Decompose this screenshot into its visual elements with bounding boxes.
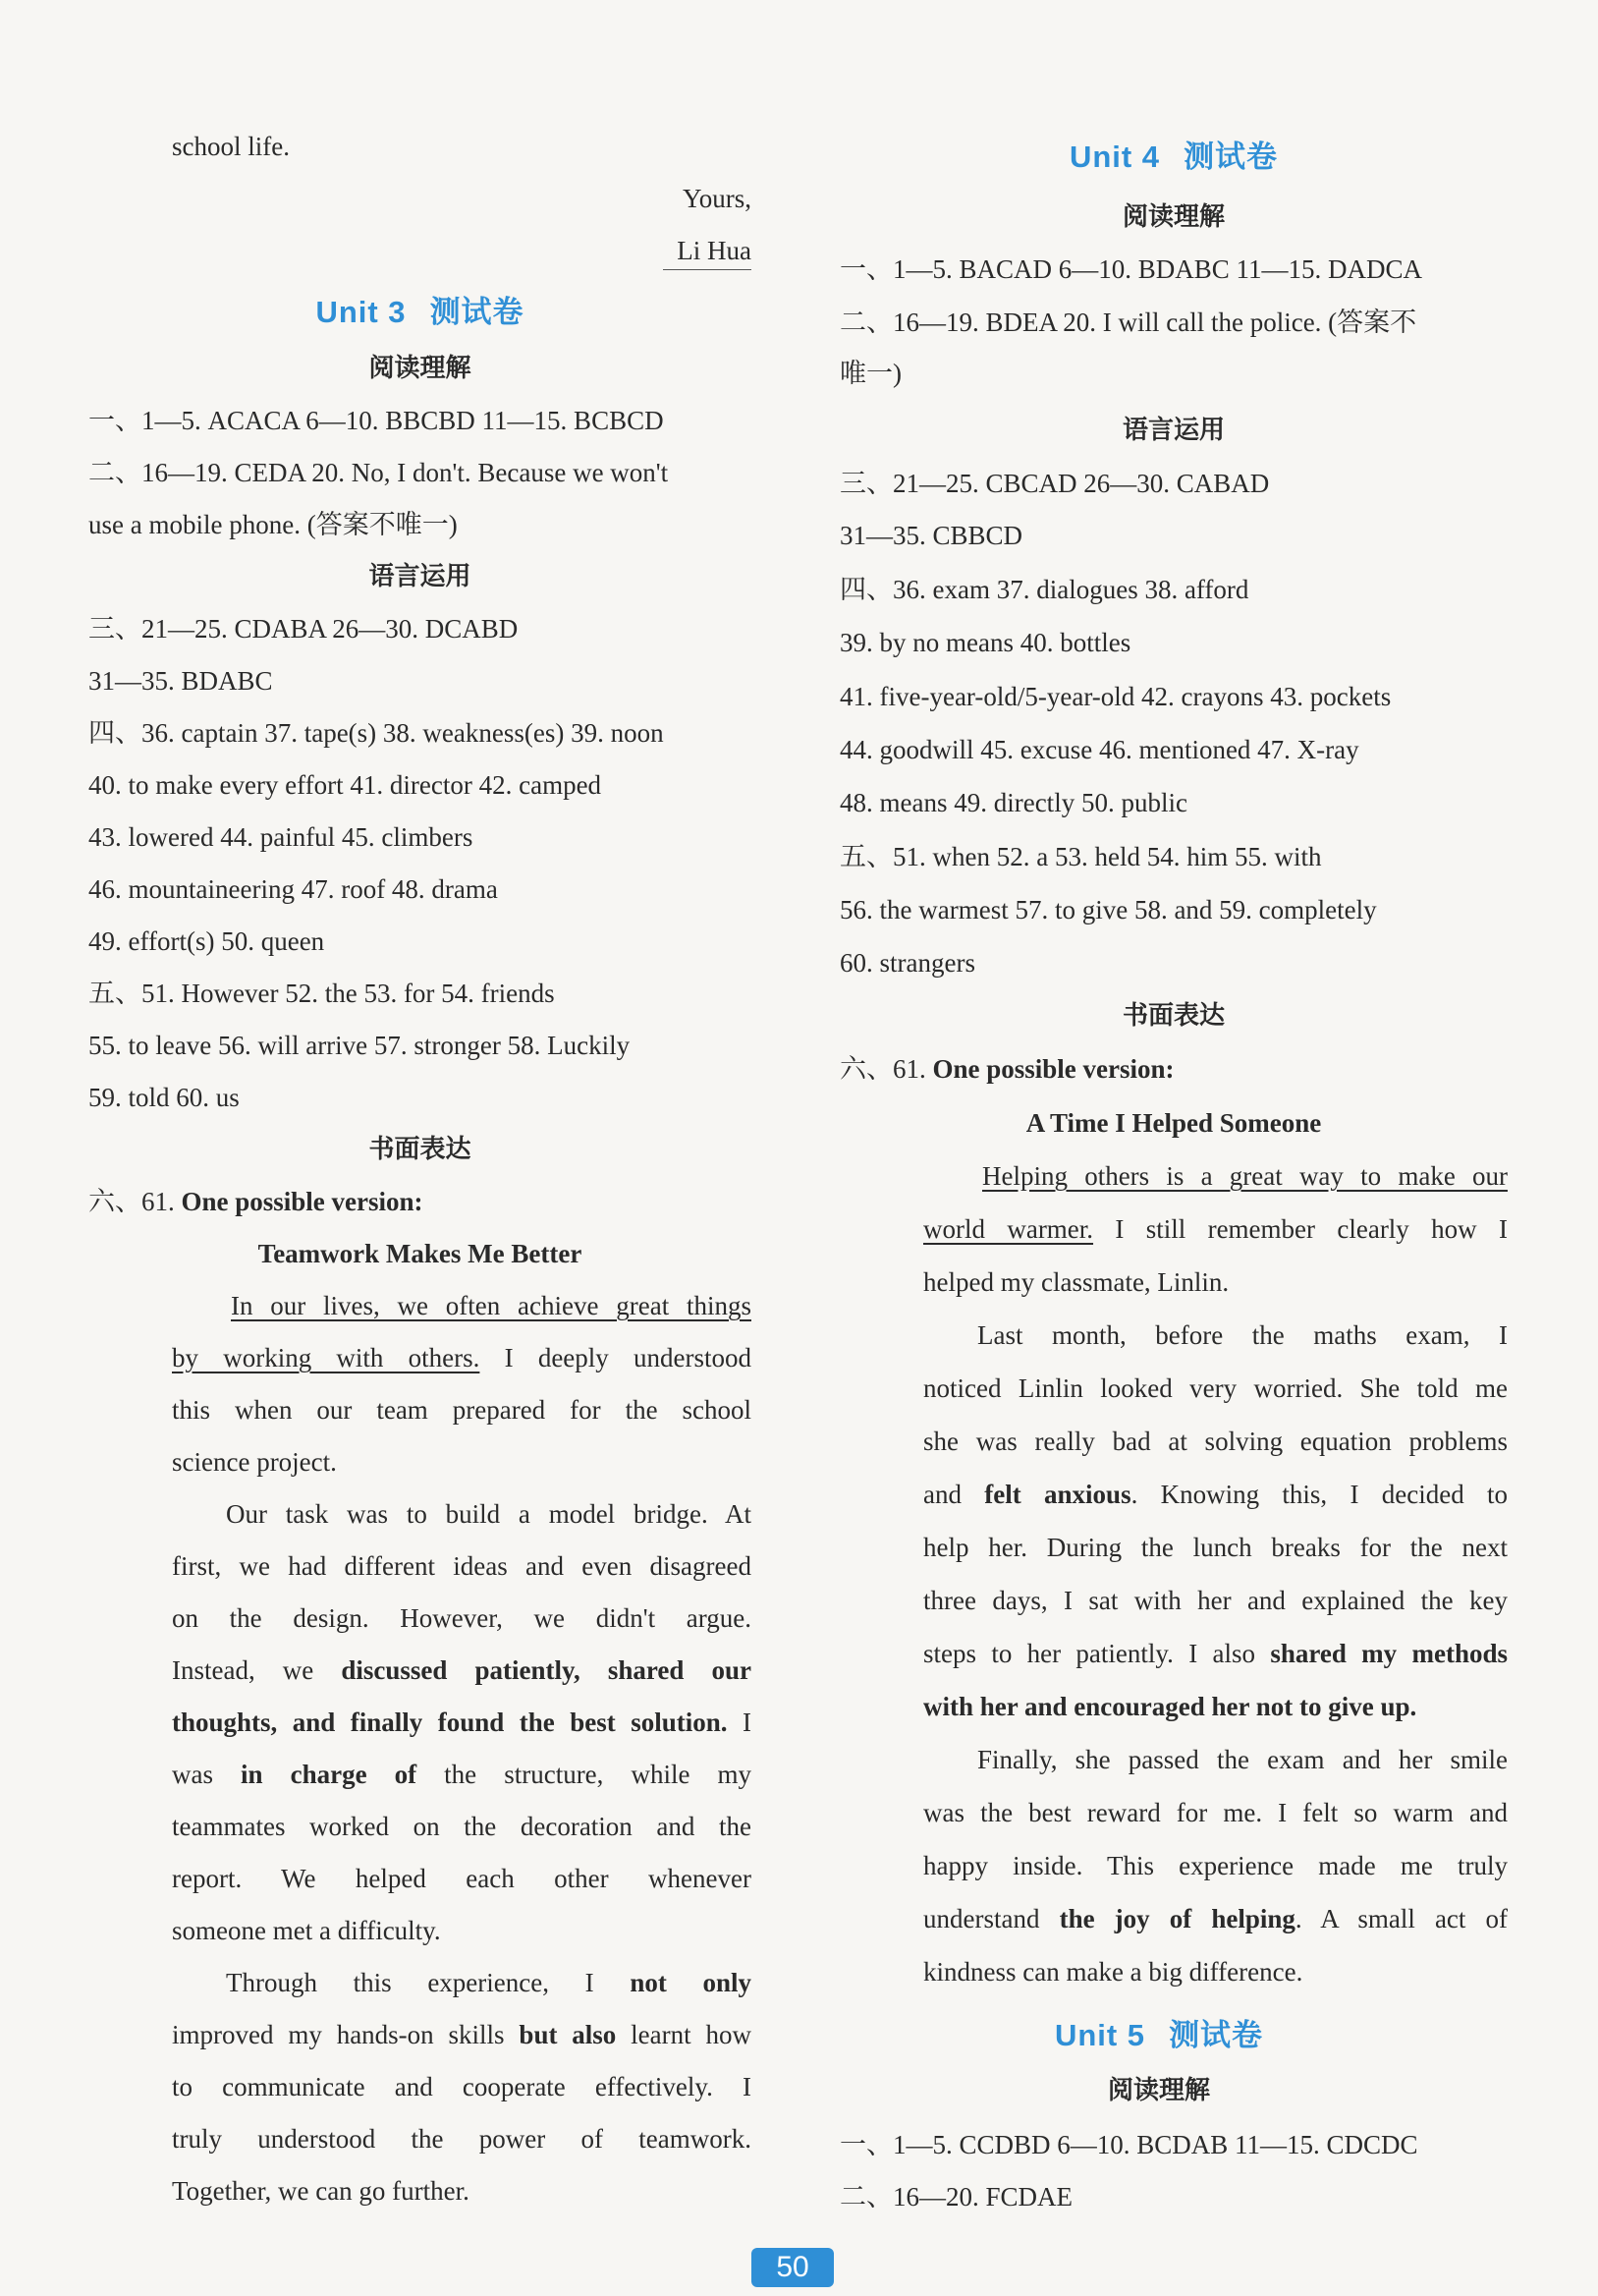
essay-line: Helping others is a great way to make our	[982, 1161, 1508, 1191]
answer-line: 55. to leave 56. will arrive 57. stronger 58. Luckily	[88, 1031, 631, 1060]
essay-line	[88, 1340, 751, 1375]
essay-text: . Knowing this, I decided to	[1130, 1480, 1508, 1509]
essay-line: science project.	[172, 1447, 337, 1477]
essay-line: with her and encouraged her not to give up.	[923, 1692, 1417, 1721]
answer-line: 59. told 60. us	[88, 1083, 240, 1112]
essay-bold: not only	[630, 1968, 751, 1997]
answer-line: 31—35. BDABC	[88, 666, 273, 696]
version-label: One possible version:	[181, 1187, 423, 1216]
answer-line: 二、16—20. FCDAE	[840, 2182, 1074, 2212]
language-heading: 语言运用	[368, 562, 471, 591]
essay-text: Through this experience, I	[226, 1968, 631, 1997]
reading-heading: 阅读理解	[368, 354, 471, 383]
essay-text: I still remember clearly how I	[1093, 1214, 1508, 1244]
essay-text: I deeply understood	[479, 1343, 751, 1372]
unit3-zh: 测试卷	[429, 295, 524, 329]
essay-text: I	[727, 1708, 751, 1737]
unit3-title	[88, 293, 751, 332]
essay-line: truly understood the power of teamwork.	[172, 2124, 751, 2154]
essay-line: Our task was to build a model bridge. At	[226, 1499, 751, 1529]
essay-line: to communicate and cooperate effectively. I	[172, 2072, 751, 2101]
essay-line: Last month, before the maths exam, I	[977, 1320, 1508, 1350]
essay-line	[88, 1705, 751, 1740]
essay-line: noticed Linlin looked very worried. She told me	[923, 1373, 1508, 1403]
essay-bold: the joy of helping	[1059, 1904, 1295, 1933]
answer-line: 二、16—19. CEDA 20. No, I don't. Because we won't	[88, 458, 669, 487]
essay-line: Together, we can go further.	[172, 2176, 469, 2206]
essay-text: learnt how	[616, 2020, 751, 2049]
unit5-zh: 测试卷	[1169, 2018, 1264, 2052]
essay-line: In our lives, we often achieve great things	[231, 1291, 751, 1320]
essay-line: was the best reward for me. I felt so warm and	[923, 1798, 1508, 1827]
essay-text: understand	[923, 1904, 1060, 1933]
writing-number: 六、61.	[840, 1054, 933, 1084]
essay-bold: discussed patiently, shared our	[341, 1655, 751, 1685]
essay-bold: in charge of	[241, 1760, 417, 1789]
essay-line: first, we had different ideas and even disagreed	[172, 1551, 751, 1581]
essay-line: three days, I sat with her and explained the key	[923, 1586, 1508, 1615]
answer-line: 49. effort(s) 50. queen	[88, 926, 325, 956]
essay-line: Finally, she passed the exam and her smile	[977, 1745, 1508, 1774]
answer-line: use a mobile phone. (答案不唯一)	[88, 510, 458, 539]
reading-heading: 阅读理解	[1107, 2076, 1210, 2105]
unit3-label: Unit 3	[315, 295, 407, 329]
essay-bold: felt anxious	[984, 1480, 1131, 1509]
essay-bold: but also	[519, 2020, 617, 2049]
answer-line: 二、16—19. BDEA 20. I will call the police. (答案不	[840, 308, 1417, 337]
essay-line: on the design. However, we didn't argue.	[172, 1603, 751, 1633]
essay-line: someone met a difficulty.	[172, 1916, 441, 1945]
essay-text: was	[172, 1760, 242, 1789]
answer-line: 41. five-year-old/5-year-old 42. crayons 43. pockets	[840, 682, 1392, 711]
essay-line	[88, 2017, 751, 2052]
answer-line: 一、1—5. ACACA 6—10. BBCBD 11—15. BCBCD	[88, 406, 664, 435]
language-heading: 语言运用	[1122, 416, 1225, 445]
answer-line: 四、36. captain 37. tape(s) 38. weakness(es) 39. noon	[88, 718, 664, 748]
essay-underline: by working with others.	[172, 1343, 480, 1372]
answer-line: 三、21—25. CDABA 26—30. DCABD	[88, 614, 519, 644]
letter-signature: Li Hua	[677, 236, 751, 265]
signature-rule	[663, 269, 751, 270]
answer-line: 60. strangers	[840, 948, 975, 978]
unit5-label: Unit 5	[1054, 2018, 1146, 2052]
letter-closing: Yours,	[682, 184, 751, 213]
writing-heading: 书面表达	[1122, 1001, 1225, 1031]
essay-line	[840, 1477, 1508, 1512]
writing-label	[88, 1184, 751, 1219]
answer-line: 一、1—5. BACAD 6—10. BDABC 11—15. DADCA	[840, 254, 1423, 284]
writing-number: 六、61.	[88, 1187, 182, 1216]
reading-heading: 阅读理解	[1122, 202, 1225, 232]
essay-line	[840, 1211, 1508, 1247]
answer-line: 一、1—5. CCDBD 6—10. BCDAB 11—15. CDCDC	[840, 2130, 1418, 2159]
essay-title: A Time I Helped Someone	[1025, 1108, 1322, 1138]
essay-line: kindness can make a big difference.	[923, 1957, 1303, 1987]
essay-text: steps to her patiently. I also	[923, 1639, 1271, 1668]
answer-line: 唯一)	[840, 359, 902, 388]
essay-line	[88, 1965, 751, 2000]
answer-line: 三、21—25. CBCAD 26—30. CABAD	[840, 469, 1270, 498]
essay-underline: world warmer.	[923, 1214, 1094, 1244]
essay-line: help her. During the lunch breaks for the next	[923, 1533, 1508, 1562]
unit4-label: Unit 4	[1069, 140, 1161, 174]
answer-line: 四、36. exam 37. dialogues 38. afford	[840, 575, 1249, 604]
essay-bold: shared my methods	[1270, 1639, 1508, 1668]
version-label: One possible version:	[932, 1054, 1175, 1084]
essay-line: she was really bad at solving equation problems	[923, 1427, 1508, 1456]
essay-line	[88, 1652, 751, 1688]
essay-text: and	[923, 1480, 985, 1509]
answer-line: 39. by no means 40. bottles	[840, 628, 1131, 657]
writing-heading: 书面表达	[368, 1135, 471, 1164]
answer-line: 46. mountaineering 47. roof 48. drama	[88, 874, 498, 904]
essay-line: report. We helped each other whenever	[172, 1864, 751, 1893]
essay-text: Instead, we	[172, 1655, 342, 1685]
unit4-zh: 测试卷	[1184, 140, 1279, 174]
unit4-title	[840, 138, 1508, 177]
essay-text: . A small act of	[1295, 1904, 1509, 1933]
essay-line: teammates worked on the decoration and the	[172, 1812, 751, 1841]
answer-line: 五、51. However 52. the 53. for 54. friends	[88, 979, 555, 1008]
answer-line: 56. the warmest 57. to give 58. and 59. completely	[840, 895, 1377, 924]
essay-line: happy inside. This experience made me truly	[923, 1851, 1508, 1880]
answer-line: 五、51. when 52. a 53. held 54. him 55. with	[840, 842, 1322, 871]
essay-text: the structure, while my	[416, 1760, 751, 1789]
answer-line: 44. goodwill 45. excuse 46. mentioned 47. X-ray	[840, 735, 1359, 764]
writing-label	[840, 1051, 1508, 1087]
answer-line: 40. to make every effort 41. director 42. camped	[88, 770, 602, 800]
essay-text: improved my hands-on skills	[172, 2020, 520, 2049]
essay-line	[840, 1636, 1508, 1671]
answer-line: 31—35. CBBCD	[840, 521, 1023, 550]
answer-line: 48. means 49. directly 50. public	[840, 788, 1187, 817]
answer-line: 43. lowered 44. painful 45. climbers	[88, 822, 473, 852]
unit5-title	[840, 2016, 1478, 2055]
essay-line: this when our team prepared for the school	[172, 1395, 751, 1425]
essay-line	[88, 1757, 751, 1792]
essay-title: Teamwork Makes Me Better	[257, 1239, 582, 1268]
essay-bold: thoughts, and finally found the best solution.	[172, 1708, 728, 1737]
page-number: 50	[751, 2248, 834, 2287]
essay-line	[840, 1901, 1508, 1936]
letter-tail: school life.	[172, 132, 290, 161]
essay-line: helped my classmate, Linlin.	[923, 1267, 1230, 1297]
